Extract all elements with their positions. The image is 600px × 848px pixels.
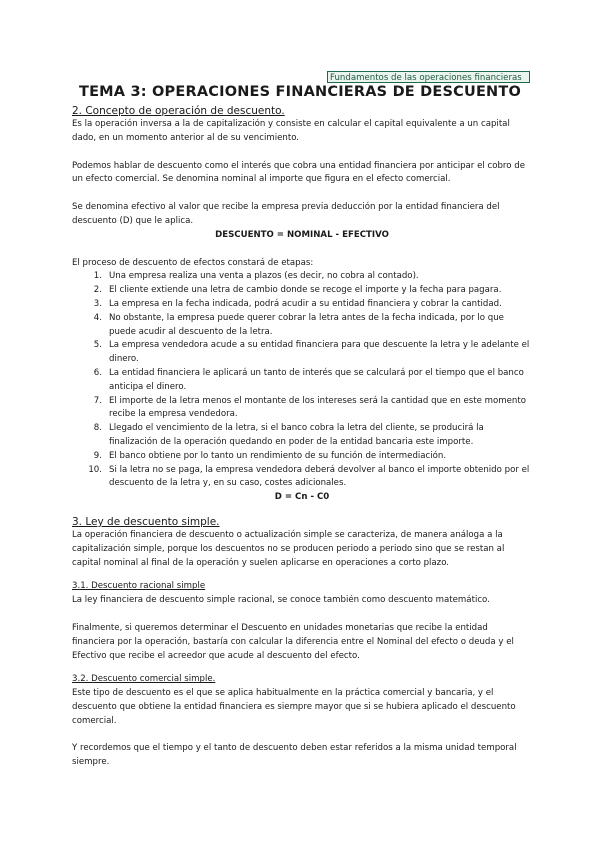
list-item: 2. El cliente extiende una letra de cambio donde se recoge el importe y la fecha para pagara. xyxy=(93,285,502,296)
list-intro: El proceso de descuento de efectos constará de etapas: xyxy=(72,257,314,268)
list-item: 4. No obstante, la empresa puede querer cobrar la letra antes de la fecha indicada, por lo que puede acudir al descuento de la letra. xyxy=(93,312,504,337)
list-item: 1. Una empresa realiza una venta a plazos (es decir, no cobra al contado). xyxy=(93,271,419,282)
section-3-heading: 3. Ley de descuento simple. xyxy=(72,515,220,528)
section-2-heading: 2. Concepto de operación de descuento. xyxy=(72,105,285,117)
section-2-paragraph-1: Es la operación inversa a la de capitalización y consiste en calcular el capital equivalente a un capital dado, en un momento anterior al de su vencimiento. xyxy=(72,119,510,143)
list-item: 10. Si la letra no se paga, la empresa vendedora deberá devolver al banco el importe obtenido por el descuento de la letra y, en su caso, costes adicionales. xyxy=(88,464,530,489)
list-item: 3. La empresa en la fecha indicada, podrá acudir a su entidad financiera y cobrar la cantidad. xyxy=(93,298,502,309)
list-item: 7. El importe de la letra menos el montante de los intereses será la cantidad que en este momento recibe la empresa vendedora. xyxy=(93,395,527,420)
section-3-1-paragraph-2: Finalmente, si queremos determinar el Descuento en unidades monetarias que recibe la entidad financiera por la operación, bastaría con calcular la diferencia entre el Nominal del efecto o deuda y el Efectivo que recibe el acreedor que acude al descuento del efecto. xyxy=(72,622,514,661)
list-item: 5. La empresa vendedora acude a su entidad financiera para que descuente la letra y le adelante el dinero. xyxy=(93,340,530,365)
formula-descuento: DESCUENTO = NOMINAL - EFECTIVO xyxy=(215,229,389,240)
section-3-1-heading: 3.1. Descuento racional simple xyxy=(72,581,206,592)
section-2-paragraph-3: Se denomina efectivo al valor que recibe la empresa previa deducción por la entidad financiera del descuento (D) que le aplica. xyxy=(72,202,500,226)
document-body xyxy=(72,104,532,770)
section-3-2-paragraph-2: Y recordemos que el tiempo y el tanto de descuento deben estar referidos a la misma unidad temporal siempre. xyxy=(72,743,517,768)
header-tag: Fundamentos de las operaciones financieras xyxy=(327,71,530,83)
section-3-2-paragraph-1: Este tipo de descuento es el que se aplica habitualmente en la práctica comercial y bancaria, y el descuento que obtiene la entidad financiera es siempre mayor que si se hubiera aplicado el descuento comercial. xyxy=(72,688,516,726)
steps-list xyxy=(72,270,532,491)
section-3-2-heading: 3.2. Descuento comercial simple. xyxy=(72,674,216,685)
section-3-1-paragraph-1: La ley financiera de descuento simple racional, se conoce también como descuento matemático. xyxy=(72,595,490,606)
page-title: TEMA 3: OPERACIONES FINANCIERAS DE DESCUENTO xyxy=(78,84,522,100)
list-item: 8. Llegado el vencimiento de la letra, si el banco cobra la letra del cliente, se producirá la finalización de la operación quedando en poder de la entidad bancaria este importe. xyxy=(93,423,484,447)
list-item: 9. El banco obtiene por lo tanto un rendimiento de su función de intermediación. xyxy=(93,450,447,461)
formula-d: D = Cn - C0 xyxy=(274,492,330,503)
section-3-paragraph-1: La operación financiera de descuento o actualización simple se caracteriza, de manera análoga a la capitalización simple, porque los descuentos no se producen periodo a periodo sino que se restan al capital nominal al final de la operación y suelen aplicarse en operaciones a corto plazo. xyxy=(72,529,505,568)
list-item: 6. La entidad financiera le aplicará un tanto de interés que se calculará por el tiempo que el banco anticipa el dinero. xyxy=(93,367,524,392)
section-2-paragraph-2: Podemos hablar de descuento como el interés que cobra una entidad financiera por anticipar el cobro de un efecto comercial. Se denomina nominal al importe que figura en el efecto comercial. xyxy=(72,160,525,185)
